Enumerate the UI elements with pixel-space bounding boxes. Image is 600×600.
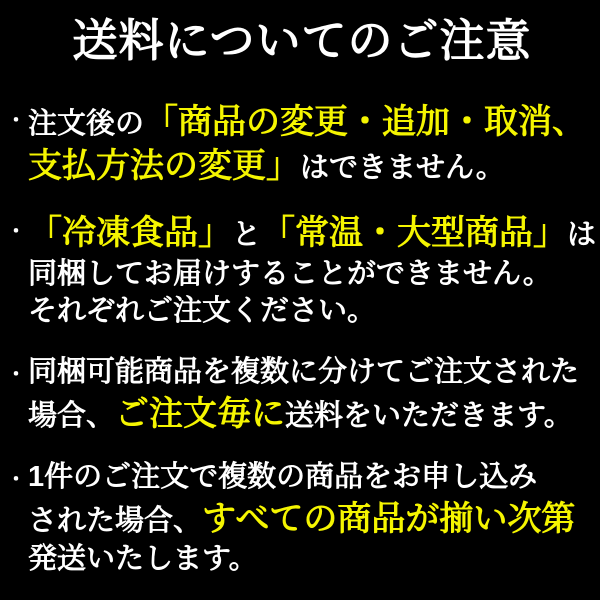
page-title: 送料についてのご注意 [72,15,532,66]
notice-line [28,256,598,294]
text-segment: 発送いたします。 [28,542,258,575]
text-segment-highlight: ご注文毎に [115,394,286,433]
notice-item-fee-per-order [6,354,598,436]
text-segment-highlight: 「商品の変更・追加・取消、 [144,103,587,141]
notice-line [28,459,598,497]
text-segment: 1件のご注文で複数の商品をお申し込み [28,460,538,493]
text-segment-highlight: すべての商品が揃い次第 [202,499,576,538]
notice-line [28,497,598,541]
bullet-marker: ・ [6,110,26,132]
text-segment: 同梱可能商品を複数に分けてご注文された [28,355,580,388]
notice-line [28,100,598,144]
notice-line [28,144,598,188]
text-segment-highlight: 支払方法の変更」 [28,147,300,186]
notice-item-order-changes [6,100,598,188]
bullet-marker: ・ [6,468,26,491]
notice-text [28,354,598,436]
bullet-marker: ・ [6,363,26,386]
text-segment: 同梱してお届けすることができません。 [28,257,552,290]
notice-text [28,211,598,331]
text-segment: それぞれご注文ください。 [28,295,377,328]
notice-text [28,100,598,188]
notice-text [28,459,598,579]
bullet-marker: ・ [6,221,26,244]
text-segment-highlight: 「常温・大型商品」 [261,214,568,253]
text-segment: された場合、 [28,504,203,537]
text-segment: 送料をいただきます。 [285,399,573,432]
notice-line [28,211,598,255]
notice-line [28,392,598,436]
text-segment: と [232,219,262,252]
notice-list [6,100,598,578]
text-segment: は [567,219,597,252]
notice-line [28,541,598,579]
notice-item-ship-when-complete [6,459,598,579]
notice-line [28,354,598,392]
text-segment: はできません。 [300,152,505,185]
text-segment: 場合、 [28,399,116,432]
notice-line [28,293,598,331]
notice-item-frozen-vs-normal [6,211,598,331]
text-segment: 注文後の [28,108,145,140]
text-segment-highlight: 「冷凍食品」 [28,214,232,253]
